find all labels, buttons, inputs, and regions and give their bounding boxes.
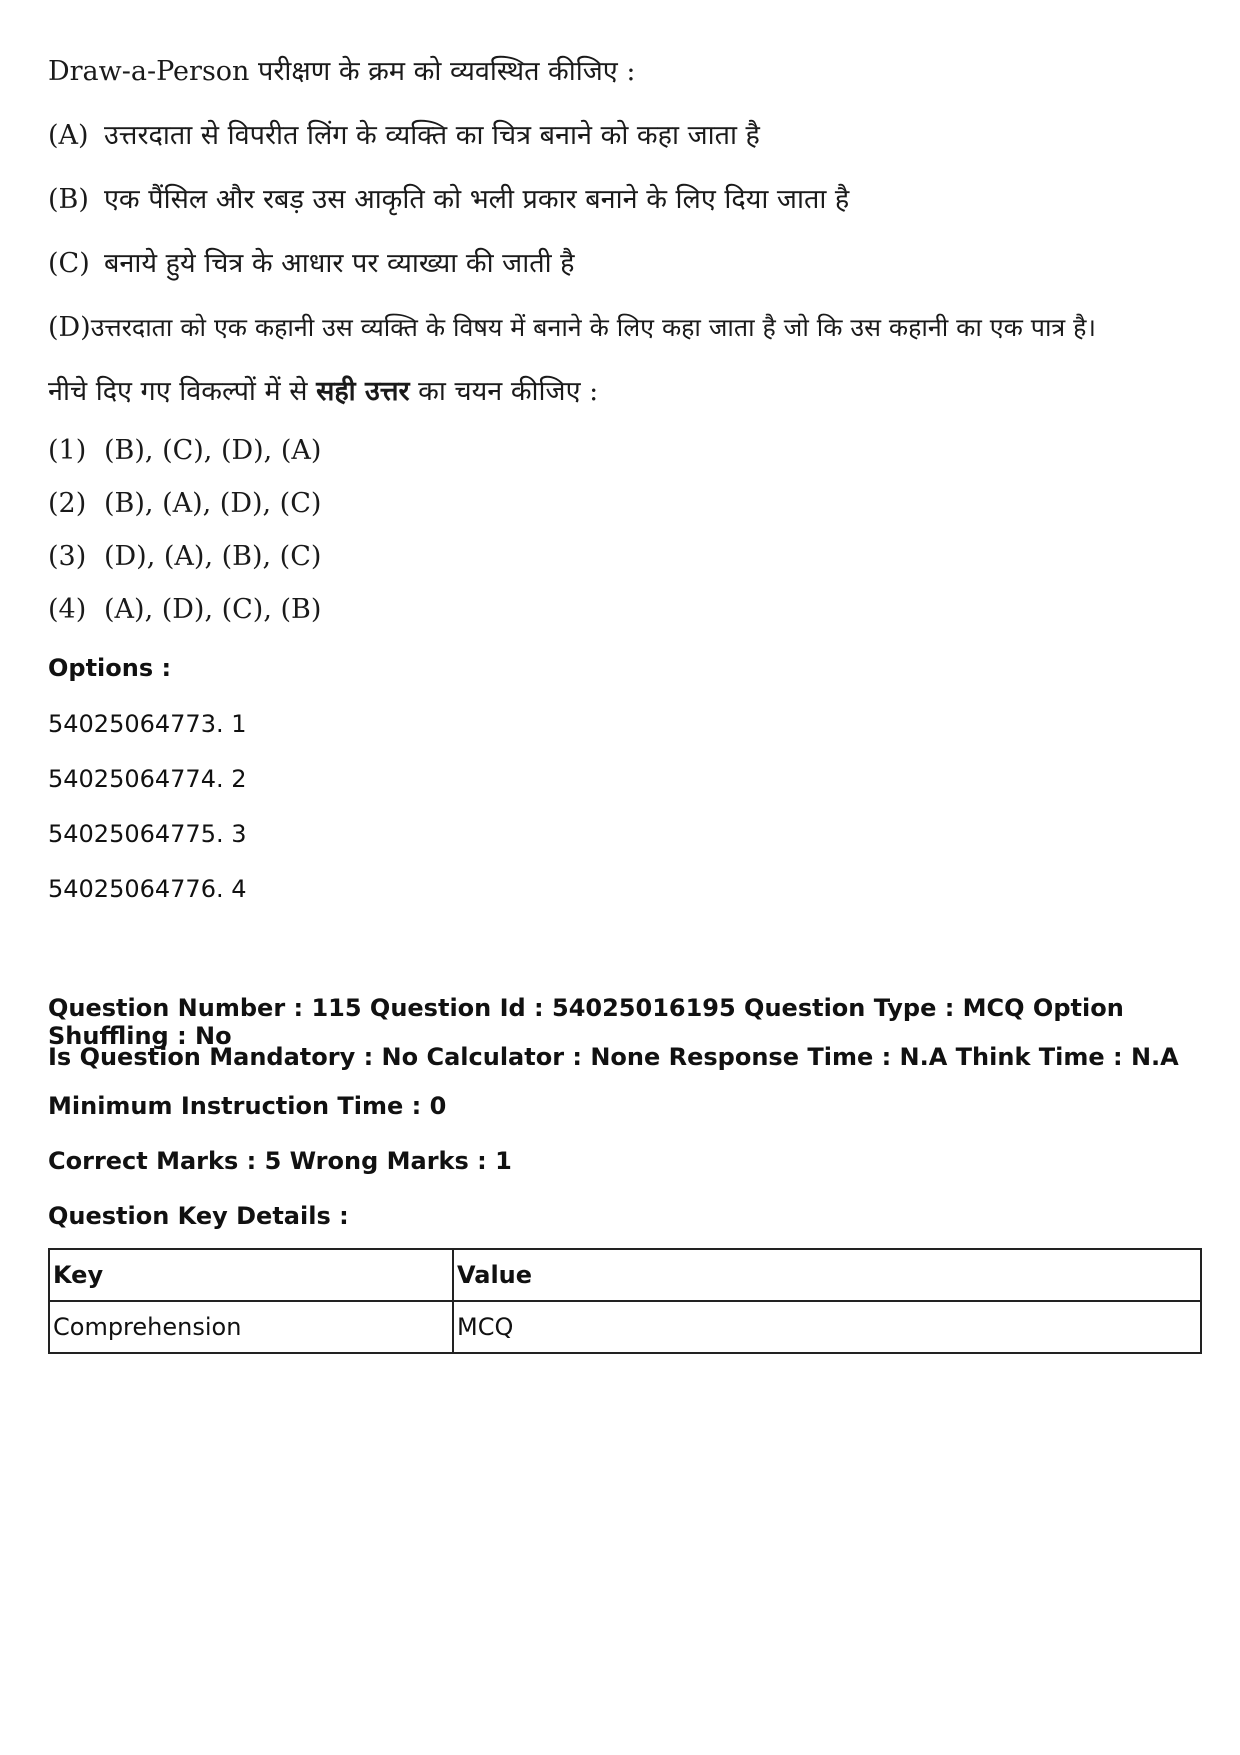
statement-label: (C): [48, 248, 90, 279]
key-details-table: [48, 1248, 1202, 1354]
choice-3: [48, 530, 968, 583]
instruction-post: का चयन कीजिए :: [409, 376, 599, 407]
statement-label: (D): [48, 312, 91, 343]
question-meta-line1: Question Number : 115 Question Id : 54025016195 Question Type : MCQ Option Shuffling : No: [48, 994, 1124, 1050]
choice-label: (2): [48, 488, 87, 519]
options-heading: Options :: [48, 654, 172, 682]
table-cell-value: MCQ: [453, 1301, 1201, 1353]
question-prompt: Draw-a-Person परीक्षण के क्रम को व्यवस्थित कीजिए :: [48, 56, 636, 87]
statement-text: उत्तरदाता को एक कहानी उस व्यक्ति के विषय में बनाने के लिए कहा जाता है जो कि उस कहानी का एक पात्र है।: [90, 313, 1096, 342]
option-item: 54025064775. 3: [48, 820, 247, 848]
table-cell-key: Comprehension: [49, 1301, 453, 1353]
choice-label: (4): [48, 594, 87, 625]
marks-info: Correct Marks : 5 Wrong Marks : 1: [48, 1147, 512, 1175]
answer-instruction: [48, 360, 968, 424]
table-row: [49, 1301, 1201, 1353]
statement-b: [48, 168, 968, 232]
choice-text: (A), (D), (C), (B): [104, 594, 322, 625]
statement-text: उत्तरदाता से विपरीत लिंग के व्यक्ति का चित्र बनाने को कहा जाता है: [104, 120, 760, 151]
option-item: 54025064773. 1: [48, 710, 247, 738]
choice-text: (B), (C), (D), (A): [104, 435, 322, 466]
statement-text: बनाये हुये चित्र के आधार पर व्याख्या की जाती है: [104, 248, 575, 279]
key-details-heading: Question Key Details :: [48, 1202, 349, 1230]
question-meta-line2: Is Question Mandatory : No Calculator : None Response Time : N.A Think Time : N.A: [48, 1043, 1179, 1071]
question-meta-line3: Minimum Instruction Time : 0: [48, 1092, 447, 1120]
table-header-key: Key: [49, 1249, 453, 1301]
choice-text: (B), (A), (D), (C): [104, 488, 322, 519]
option-item: 54025064776. 4: [48, 875, 247, 903]
instruction-pre: नीचे दिए गए विकल्पों में से: [48, 376, 317, 407]
choice-2: [48, 477, 968, 530]
choice-text: (D), (A), (B), (C): [104, 541, 322, 572]
instruction-bold: सही उत्तर: [316, 376, 410, 407]
statement-c: [48, 232, 968, 296]
choice-4: [48, 583, 968, 636]
statement-label: (B): [48, 184, 89, 215]
table-header-value: Value: [453, 1249, 1201, 1301]
statement-label: (A): [48, 120, 89, 151]
statement-text: एक पैंसिल और रबड़ उस आकृति को भली प्रकार बनाने के लिए दिया जाता है: [104, 184, 850, 215]
choice-label: (1): [48, 435, 87, 466]
table-header-row: [49, 1249, 1201, 1301]
statement-a: [48, 104, 968, 168]
question-image: [48, 40, 1096, 636]
option-item: 54025064774. 2: [48, 765, 247, 793]
statement-d: [48, 296, 1096, 360]
choice-label: (3): [48, 541, 87, 572]
choice-1: [48, 424, 968, 477]
